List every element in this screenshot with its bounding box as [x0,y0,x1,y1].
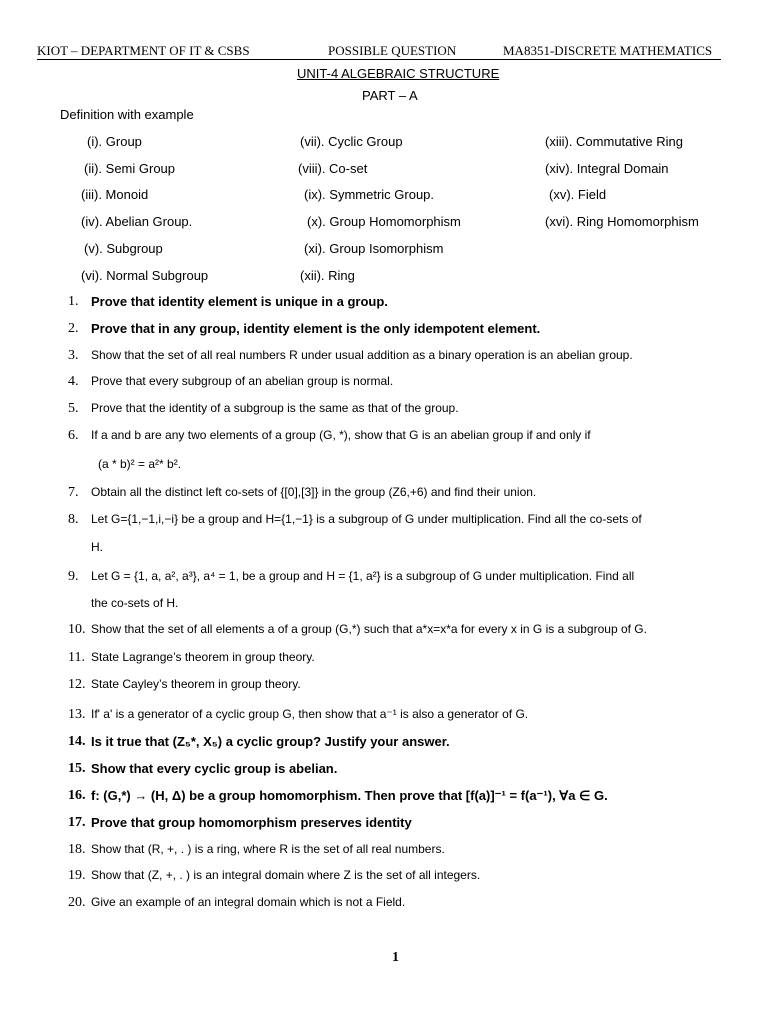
definition-term: (ix). Symmetric Group. [304,187,435,202]
question-number: 19. [68,868,86,883]
header-department: KIOT – DEPARTMENT OF IT & CSBS [37,43,250,58]
definition-term: (ii). Semi Group [84,161,176,176]
question-number: 20. [68,895,86,910]
question-number: 6. [68,428,79,443]
question-number: 2. [68,321,79,336]
definition-term: (iv). Abelian Group. [81,214,193,229]
question-text: If' a' is a generator of a cyclic group G, then show that a⁻¹ is also a generator of G. [91,707,529,721]
question-text: Show that the set of all elements a of a group (G,*) such that a*x=x*a for every x in G is a subgroup of G. [91,622,647,636]
question-number: 8. [68,512,79,527]
header-document-type: POSSIBLE QUESTION [328,43,457,58]
definition-term: (i). Group [87,134,142,149]
page-number: 1 [392,950,399,965]
question-continuation: (a * b)² = a²* b². [98,457,182,471]
question-text: Is it true that (Z₅*, X₅) a cyclic group? Justify your answer. [91,734,450,749]
question-text: Prove that in any group, identity element is the only idempotent element. [91,321,541,336]
unit-title: UNIT-4 ALGEBRAIC STRUCTURE [297,66,500,81]
question-number: 5. [68,401,79,416]
question-number: 12. [68,677,86,692]
definition-term: (xii). Ring [300,268,355,283]
definition-heading: Definition with example [60,107,194,122]
question-text: Prove that group homomorphism preserves identity [91,815,412,830]
question-number: 11. [68,650,85,665]
question-number: 7. [68,485,79,500]
question-text: Let G = {1, a, a², a³}, a⁴ = 1, be a group and H = {1, a²} is a subgroup of G under multiplication. Find all [91,569,635,583]
question-number: 18. [68,842,86,857]
question-text: Show that (R, +, . ) is a ring, where R is the set of all real numbers. [91,842,445,856]
question-text: Prove that the identity of a subgroup is the same as that of the group. [91,401,459,415]
question-number: 9. [68,569,79,584]
definition-term: (xiv). Integral Domain [545,161,669,176]
definition-term: (xv). Field [549,187,607,202]
part-title: PART – A [362,88,418,103]
question-number: 13. [68,707,86,722]
question-continuation: H. [91,540,103,554]
question-number: 15. [68,761,86,776]
question-number: 1. [68,294,79,309]
question-text: State Cayley’s theorem in group theory. [91,677,301,691]
question-text: If a and b are any two elements of a group (G, *), show that G is an abelian group if and only if [91,428,591,442]
definition-term: (xi). Group Isomorphism [304,241,444,256]
question-text: Give an example of an integral domain which is not a Field. [91,895,406,909]
question-text: Obtain all the distinct left co-sets of {[0],[3]} in the group (Z6,+6) and find their union. [91,485,537,499]
question-text: f: (G,*) → (H, Δ) be a group homomorphism. Then prove that [f(a)]⁻¹ = f(a⁻¹), ∀a ∈ G. [91,788,608,803]
question-number: 10. [68,622,86,637]
question-text: State Lagrange’s theorem in group theory. [91,650,315,664]
question-number: 4. [68,374,79,389]
definition-term: (v). Subgroup [84,241,163,256]
definition-term: (iii). Monoid [81,187,149,202]
question-number: 3. [68,348,79,363]
definition-term: (xvi). Ring Homomorphism [545,214,699,229]
definition-term: (xiii). Commutative Ring [545,134,683,149]
definition-term: (vii). Cyclic Group [300,134,403,149]
definition-term: (viii). Co-set [298,161,368,176]
question-text: Prove that identity element is unique in a group. [91,294,388,309]
question-text: Show that the set of all real numbers R under usual addition as a binary operation is an abelian group. [91,348,633,362]
question-text: Prove that every subgroup of an abelian group is normal. [91,374,394,388]
question-continuation: the co-sets of H. [91,596,179,610]
definition-term: (vi). Normal Subgroup [81,268,209,283]
question-text: Let G={1,−1,i,−i} be a group and H={1,−1} is a subgroup of G under multiplication. Find all the co-sets of [91,512,642,526]
question-text: Show that (Z, +, . ) is an integral domain where Z is the set of all integers. [91,868,481,882]
question-number: 14. [68,734,86,749]
definition-term: (x). Group Homomorphism [307,214,461,229]
header-course: MA8351-DISCRETE MATHEMATICS [503,43,713,58]
question-text: Show that every cyclic group is abelian. [91,761,338,776]
header-rule [37,59,721,60]
question-number: 16. [68,788,86,803]
question-number: 17. [68,815,86,830]
